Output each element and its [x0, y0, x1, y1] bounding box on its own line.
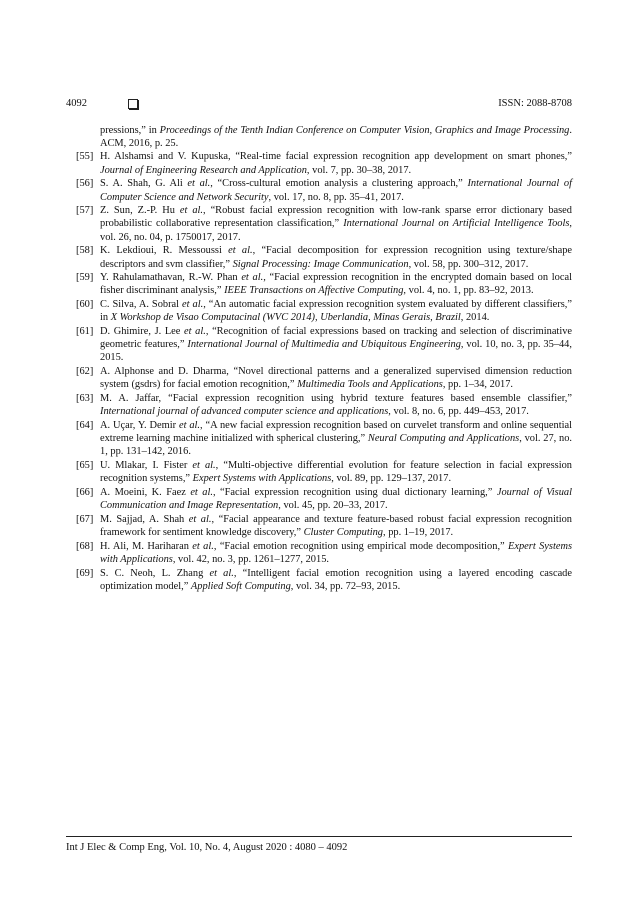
- reference-59: [59] Y. Rahulamathavan, R.-W. Phan et al., “Facial expression recognition in the encrypted domain based on local fisher discriminant analysis,” IEEE Transactions on Affective Computing, vol. 4, no. 1, pp. 83–92, 2013.: [76, 272, 572, 297]
- page-header: [66, 98, 572, 114]
- reference-list: [76, 124, 572, 594]
- page-footer: Int J Elec & Comp Eng, Vol. 10, No. 4, August 2020 : 4080 – 4092: [66, 842, 348, 853]
- reference-56: [56] S. A. Shah, G. Ali et al., “Cross-cultural emotion analysis a clustering approach,” International Journal of Computer Science and Network Security, vol. 17, no. 8, pp. 35–41, 2017.: [76, 178, 573, 203]
- reference-65: [65] U. Mlakar, I. Fister et al., “Multi-objective differential evolution for feature selection in facial expression recognition systems,” Expert Systems with Applications, vol. 89, pp. 129–137, 2017.: [76, 460, 573, 485]
- reference-64: [64] A. Uçar, Y. Demir et al., “A new facial expression recognition based on curvelet transform and online sequential extreme learning machine initialized with spherical clustering,” Neural Computing and Applications, vol. 27, no. 1, pp. 131–142, 2016.: [76, 419, 573, 458]
- reference-58: [58] K. Lekdioui, R. Messoussi et al., “Facial decomposition for expression recognition using texture/shape descriptors and svm classifier,” Signal Processing: Image Communication, vol. 58, pp. 300–312, 2017.: [76, 245, 573, 270]
- page-number: 4092: [66, 98, 87, 109]
- reference-57: [57] Z. Sun, Z.-P. Hu et al., “Robust facial expression recognition with low-rank sparse error dictionary based probabilistic collaborative representation classification,” International Journal on Artificial Intelligence Tools, vol. 26, no. 04, p. 1750017, 2017.: [76, 205, 573, 243]
- reference-66: [66] A. Moeini, K. Faez et al., “Facial expression recognition using dual dictionary learning,” Journal of Visual Communication and Image Representation, vol. 45, pp. 20–33, 2017.: [76, 486, 572, 512]
- reference-60: [60] C. Silva, A. Sobral et al., “An automatic facial expression recognition system evaluated by different classifiers,” in X Workshop de Visao Computacinal (WVC 2014), Uberlandia, Minas Gerais, Brazil, 2014.: [76, 299, 572, 324]
- footer-rule: [66, 836, 572, 837]
- reference-continuation: pressions,” in Proceedings of the Tenth Indian Conference on Computer Vision, Graphics and Image Processing. ACM, 2016, p. 25.: [100, 125, 572, 150]
- reference-69: [69] S. C. Neoh, L. Zhang et al., “Intelligent facial emotion recognition using a layered encoding cascade optimization model,” Applied Soft Computing, vol. 34, pp. 72–93, 2015.: [76, 567, 572, 592]
- reference-63: [63] M. A. Jaffar, “Facial expression recognition using hybrid texture features based ensemble classifier,” International journal of advanced computer science and applications, vol. 8, no. 6, pp. 449–453, 2017.: [76, 393, 572, 418]
- reference-55: [55] H. Alshamsi and V. Kupuska, “Real-time facial expression recognition app development on smart phones,” Journal of Engineering Research and Application, vol. 7, pp. 30–38, 2017.: [76, 151, 572, 176]
- reference-67: [67] M. Sajjad, A. Shah et al., “Facial appearance and texture feature-based robust facial expression recognition framework for sentiment knowledge discovery,” Cluster Computing, pp. 1–19, 2017.: [76, 513, 573, 539]
- square-icon: [128, 99, 138, 109]
- reference-68: [68] H. Ali, M. Hariharan et al., “Facial emotion recognition using empirical mode decomposition,” Expert Systems with Applications, vol. 42, no. 3, pp. 1261–1277, 2015.: [76, 540, 572, 565]
- reference-61: [61] D. Ghimire, J. Lee et al., “Recognition of facial expressions based on tracking and selection of discriminative geometric features,” International Journal of Multimedia and Ubiquitous Engineering, vol. 10, no. 3, pp. 35–44, 2015.: [76, 326, 573, 364]
- reference-62: [62] A. Alphonse and D. Dharma, “Novel directional patterns and a generalized supervised dimension reduction system (gsdrs) for facial emotion recognition,” Multimedia Tools and Applications, pp. 1–34, 2017.: [76, 366, 572, 391]
- issn: ISSN: 2088-8708: [498, 98, 572, 109]
